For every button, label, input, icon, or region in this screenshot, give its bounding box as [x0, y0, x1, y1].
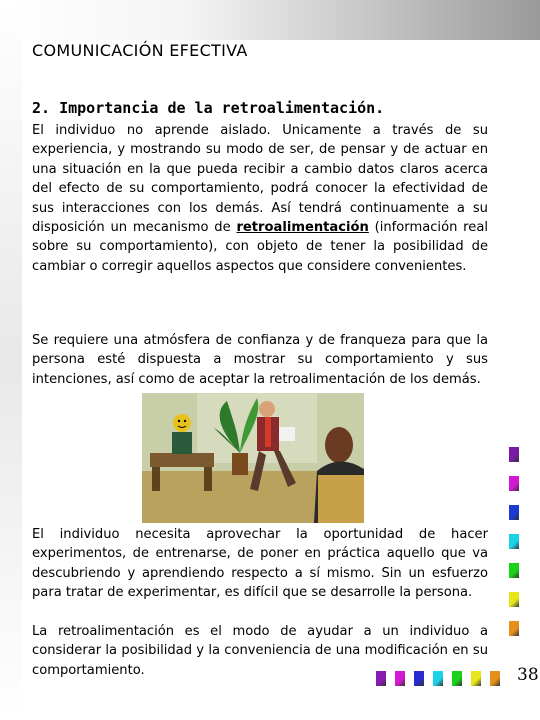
decorative-square — [490, 671, 500, 686]
seated-person-left — [172, 414, 192, 454]
decorative-square — [509, 534, 519, 549]
decorative-square — [509, 621, 519, 636]
decorative-square — [414, 671, 424, 686]
section-heading: 2. Importancia de la retroalimentación. — [32, 99, 385, 117]
top-gradient-band — [0, 0, 540, 40]
decorative-square — [509, 476, 519, 491]
paragraph-1-text-a: El individuo no aprende aislado. Unicamente a través de su experiencia, y mostrando su modo de ser, de pensar y de actuar en una situación en la que pueda recibir a cambio datos claros acerca del efecto de su comportamiento, podrá conocer la efectividad de sus interacciones con los demás. Así tendrá continuamente a su disposición un mecanismo de — [32, 123, 488, 236]
paragraph-4: La retroalimentación es el modo de ayudar a un individuo a considerar la posibilidad y la conveniencia de una modificación en su comportamiento. — [32, 624, 488, 678]
decorative-square — [376, 671, 386, 686]
decorative-square — [433, 671, 443, 686]
paragraph-1 — [32, 121, 488, 276]
decorative-square — [471, 671, 481, 686]
decorative-square — [452, 671, 462, 686]
page-title: COMUNICACIÓN EFECTIVA — [32, 41, 248, 60]
page-number: 38 — [517, 665, 539, 685]
decorative-square — [509, 447, 519, 462]
paragraph-2: Se requiere una atmósfera de confianza y de franqueza para que la persona esté dispuesta a mostrar su comportamiento y sus intenciones, así como de aceptar la retroalimentación de los demás. — [32, 333, 488, 387]
paragraph-1-text-b: (información real sobre su comportamiento), con objeto de tener la posibilidad de cambiar o corregir aquellos aspectos que considere convenientes. — [32, 220, 488, 274]
retroalimentacion-term: retroalimentación — [236, 220, 369, 236]
decorative-square — [509, 505, 519, 520]
paragraph-3: El individuo necesita aprovechar la oportunidad de hacer experimentos, de entrenarse, de poner en práctica aquello que va descubriendo y aprendiendo respecto a sí mismo. Sin un esfuerzo para tratar de experimentar, es difícil que se desarrolle la persona. — [32, 527, 488, 601]
decorative-square — [509, 592, 519, 607]
office-feedback-illustration — [142, 393, 364, 523]
left-gradient-band — [0, 0, 22, 720]
decorative-square — [509, 563, 519, 578]
decorative-square — [395, 671, 405, 686]
